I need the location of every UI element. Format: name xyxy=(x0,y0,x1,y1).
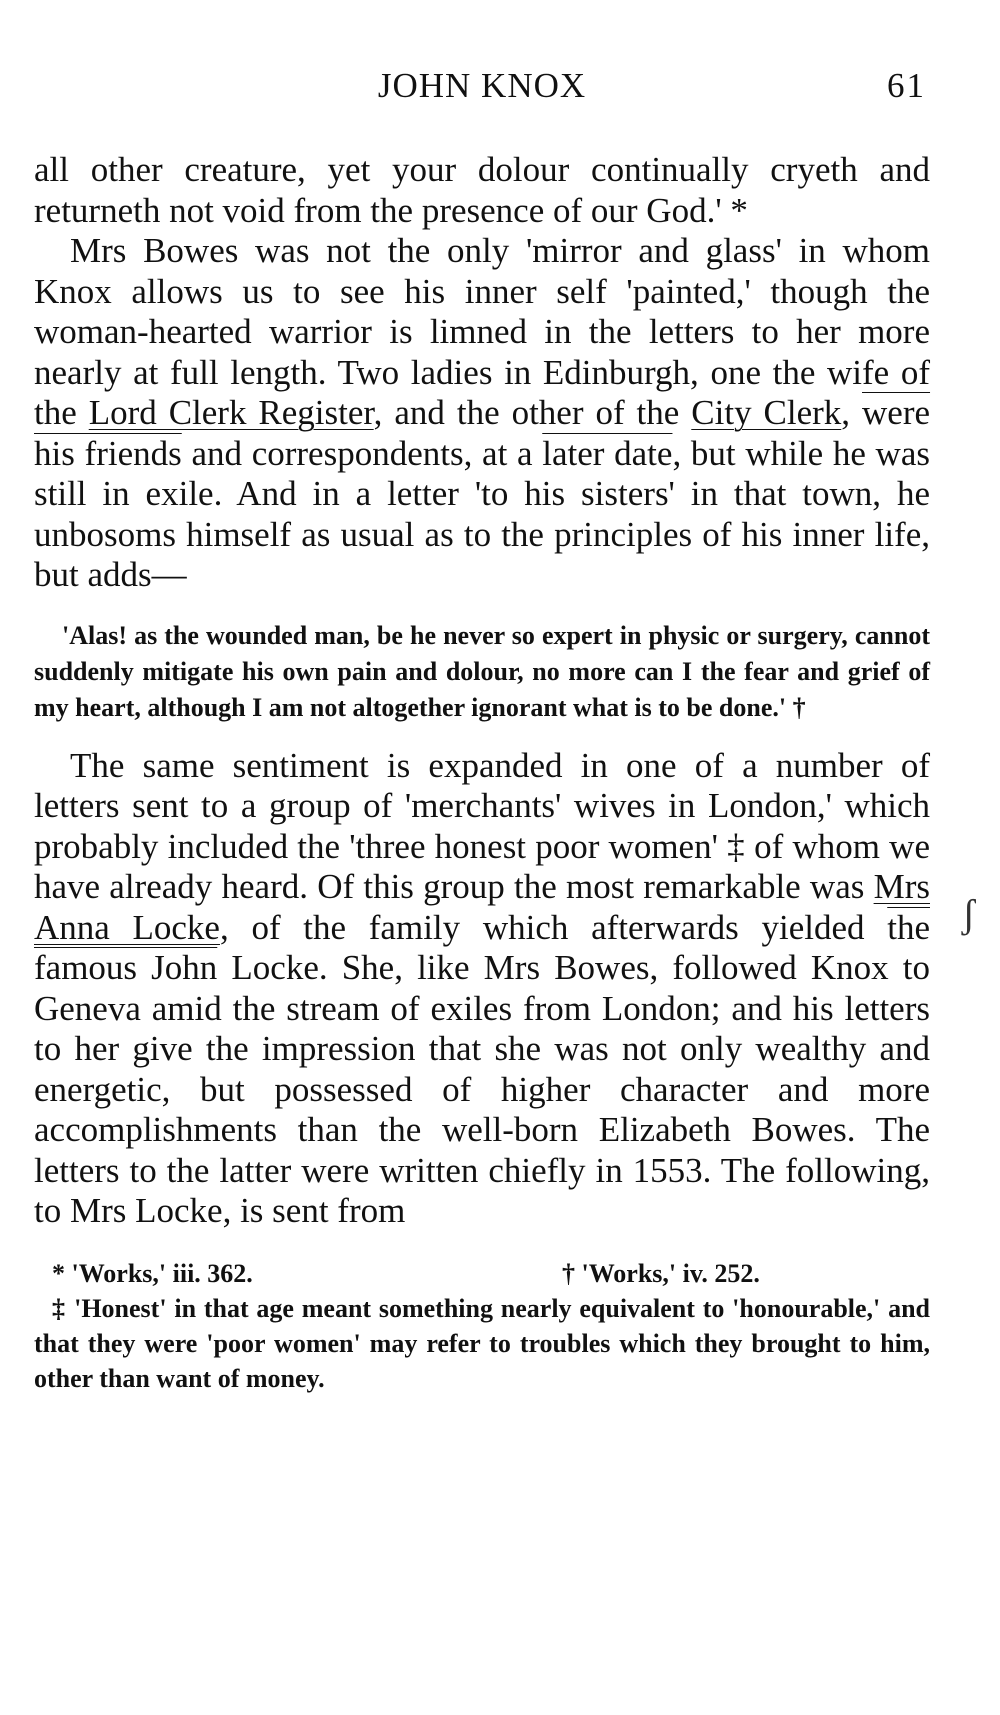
p3-text-c: Locke. She, like Mrs Bowes, followed Knox to Geneva amid the stream of exiles from London; and his letters to her give the impression that she was not only wealthy and energetic, but possessed of higher character and more accomplishments than the well-born Elizabeth Bowes. The letters to the latter were written chiefly in 1553. The following, to Mrs Locke, is sent from xyxy=(34,948,930,1230)
underlined-mrs-anna-locke: Mrs Anna Locke xyxy=(34,867,930,947)
block-quote xyxy=(34,618,930,726)
margin-pencil-mark-icon: ʃ xyxy=(962,891,976,936)
overlined-the-famous-john: the famous John xyxy=(34,907,930,987)
body-text xyxy=(34,150,930,1232)
footnote-dagger: † 'Works,' iv. 252. xyxy=(562,1258,760,1288)
footnote-row xyxy=(34,1256,930,1291)
footnote-double-dagger: ‡ 'Honest' in that age meant something nearly equivalent to 'honourable,' and that they were 'poor women' may refer to troubles which they brought to him, other than want of money. xyxy=(34,1293,930,1393)
p2-text-b: , and the other of the xyxy=(373,393,692,432)
p3-text-a: The same sentiment is expanded in one of a number of letters sent to a group of 'merchants' wives in London,' which probably included the 'three honest poor women' ‡ of whom we have already heard. Of this group the most remarkable was xyxy=(34,745,930,906)
running-head xyxy=(34,58,930,112)
paragraph-continuation: all other creature, yet your dolour continually cryeth and returneth not void from the presence of our God.' * xyxy=(34,150,930,230)
overlined-later-date: later date xyxy=(542,433,673,473)
underlined-city-clerk: City Clerk xyxy=(691,393,842,432)
footnotes xyxy=(34,1256,930,1396)
p2-text-d: and correspondents, at a xyxy=(181,433,543,473)
underlined-lord-clerk-register: Lord Clerk Register xyxy=(88,393,374,432)
book-page xyxy=(34,58,930,1396)
paragraph-mrs-bowes xyxy=(34,231,930,596)
paragraph-merchants-wives xyxy=(34,746,930,1232)
p3-text-b: , of the family which afterwards yielded xyxy=(219,907,888,947)
quote-text: 'Alas! as the wounded man, be he never so expert in physic or surgery, cannot suddenly mitigate his own pain and dolour, no more can I the fear and grief of my heart, although I am not altogether ignorant what is to be done.' † xyxy=(34,620,930,722)
overlined-were-his-friends: were his friends xyxy=(34,393,931,473)
p2-text-e: , but while he was still in exile. And in a letter 'to his sisters' in that town, he unbosoms himself as usual as to the principles of his inner life, but adds— xyxy=(34,433,930,594)
p2-text-a: Mrs Bowes was not the only 'mirror and glass' in whom Knox allows us to see his inner self 'painted,' though the woman-hearted warrior is limned in the letters to her more nearly at full length. Two ladies in Edinburgh, one the wife of the xyxy=(34,231,930,432)
p2-text-c: , xyxy=(841,393,863,432)
footnote-star: * 'Works,' iii. 362. xyxy=(52,1258,253,1288)
page-number: 61 xyxy=(887,66,926,105)
running-title: JOHN KNOX xyxy=(377,66,587,105)
